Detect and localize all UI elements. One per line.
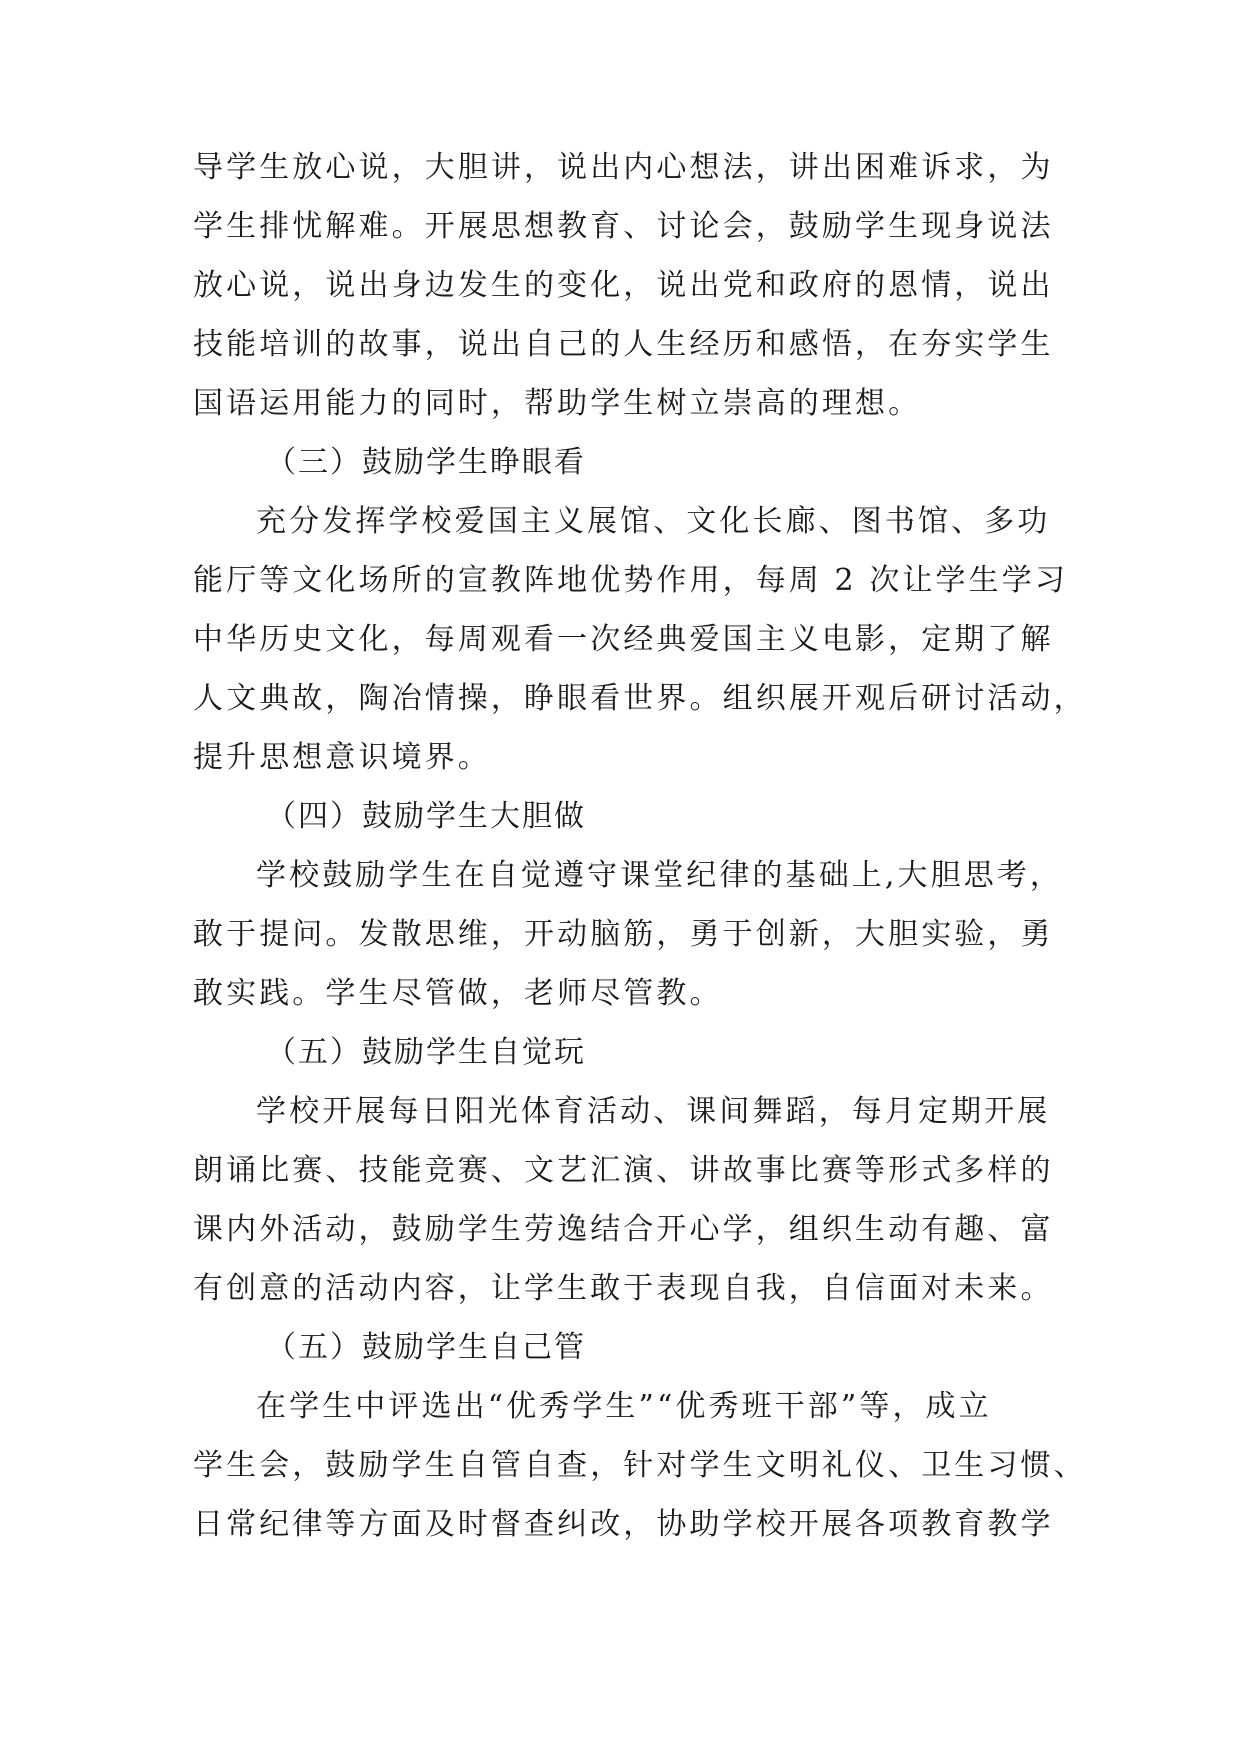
section-heading: （五）鼓励学生自觉玩 (266, 1035, 586, 1070)
paragraph-line: 敢于提问。发散思维，开动脑筋，勇于创新，大胆实验，勇 (193, 917, 1054, 952)
paragraph-line: 学校鼓励学生在自觉遵守课堂纪律的基础上,大胆思考， (256, 858, 1064, 893)
paragraph-line: 在学生中评选出“优秀学生”“优秀班干部”等，成立 (256, 1389, 992, 1424)
paragraph-line: 学生排忧解难。开展思想教育、讨论会，鼓励学生现身说法 (193, 209, 1054, 244)
paragraph-line: 中华历史文化，每周观看一次经典爱国主义电影，定期了解 (193, 622, 1054, 657)
paragraph-line: 能厅等文化场所的宣教阵地优势作用，每周 2 次让学生学习 (193, 563, 1068, 598)
paragraph-line: 有创意的活动内容，让学生敢于表现自我，自信面对未来。 (193, 1271, 1054, 1306)
paragraph-line: 敢实践。学生尽管做，老师尽管教。 (193, 976, 723, 1011)
paragraph-line: 国语运用能力的同时，帮助学生树立崇高的理想。 (193, 386, 922, 421)
section-heading: （三）鼓励学生睁眼看 (266, 445, 586, 480)
paragraph-line: 学校开展每日阳光体育活动、课间舞蹈，每月定期开展 (256, 1094, 1051, 1129)
paragraph-line: 人文典故，陶冶情操，睁眼看世界。组织展开观后研讨活动， (193, 681, 1087, 716)
paragraph-line: 日常纪律等方面及时督查纠改，协助学校开展各项教育教学 (193, 1507, 1054, 1542)
paragraph-line: 技能培训的故事，说出自己的人生经历和感悟，在夯实学生 (193, 327, 1054, 362)
section-heading: （五）鼓励学生自己管 (266, 1330, 586, 1365)
paragraph-line: 课内外活动，鼓励学生劳逸结合开心学，组织生动有趣、富 (193, 1212, 1054, 1247)
paragraph-line: 放心说，说出身边发生的变化，说出党和政府的恩情，说出 (193, 268, 1054, 303)
paragraph-line: 朗诵比赛、技能竞赛、文艺汇演、讲故事比赛等形式多样的 (193, 1153, 1054, 1188)
paragraph-line: 学生会，鼓励学生自管自查，针对学生文明礼仪、卫生习惯、 (193, 1448, 1087, 1483)
paragraph-line: 充分发挥学校爱国主义展馆、文化长廊、图书馆、多功 (256, 504, 1051, 539)
section-heading: （四）鼓励学生大胆做 (266, 799, 586, 834)
paragraph-line: 导学生放心说，大胆讲，说出内心想法，讲出困难诉求，为 (193, 150, 1054, 185)
paragraph-line: 提升思想意识境界。 (193, 740, 491, 775)
